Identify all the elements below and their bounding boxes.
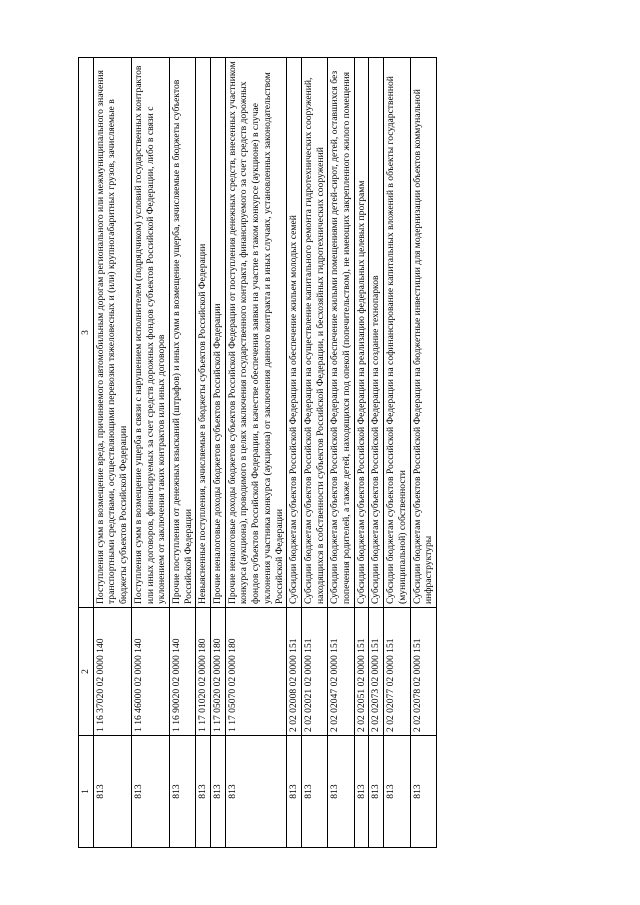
revenue-code-cell: 1 16 37020 02 0000 140 bbox=[93, 608, 131, 736]
admin-code-cell: 813 bbox=[196, 736, 211, 848]
revenue-code-cell: 2 02 02073 02 0000 151 bbox=[369, 608, 384, 736]
table-row bbox=[287, 58, 302, 848]
revenue-name-cell: Прочие неналоговые доходы бюджетов субъектов Российской Федерации bbox=[211, 58, 226, 608]
table-row bbox=[301, 58, 327, 848]
revenue-name-cell: Прочие неналоговые доходы бюджетов субъектов Российской Федерации от поступления денежных средств, внесенных участником конкурса (аукциона), проводимого в целях заключения государственного контракта, финансируемого за счет средств дорожных фондов субъектов Российской Федерации, в качестве обеспечения заявки на участие в таком конкурсе (аукционе) в случае уклонения участника конкурса (аукциона) от заключения данного контракта и в иных случаях, установленных законодательством Российской Федерации bbox=[225, 58, 287, 608]
admin-code-cell: 813 bbox=[287, 736, 302, 848]
revenue-codes-table bbox=[78, 57, 437, 848]
revenue-code-cell: 2 02 02008 02 0000 151 bbox=[287, 608, 302, 736]
admin-code-cell: 813 bbox=[131, 736, 169, 848]
table-row bbox=[169, 58, 195, 848]
admin-code-cell: 813 bbox=[384, 736, 410, 848]
rotated-page-content bbox=[78, 58, 580, 848]
revenue-name-cell: Субсидии бюджетам субъектов Российской Федерации на осуществление капитального ремонта гидротехнических сооружений, находящихся в собственности субъектов Российской Федерации, и бесхозяйных гидротехнических сооружений bbox=[301, 58, 327, 608]
admin-code-cell: 813 bbox=[211, 736, 226, 848]
revenue-name-cell: Субсидии бюджетам субъектов Российской Федерации на софинансирование капитальных вложений в объекты государственной (муниципальной) собственности bbox=[384, 58, 410, 608]
table-row bbox=[384, 58, 410, 848]
revenue-code-cell: 1 17 05020 02 0000 180 bbox=[211, 608, 226, 736]
revenue-name-cell: Прочие поступления от денежных взысканий (штрафов) и иных сумм в возмещение ущерба, зачисляемые в бюджеты субъектов Российской Федерации bbox=[169, 58, 195, 608]
admin-code-cell: 813 bbox=[328, 736, 354, 848]
table-row bbox=[211, 58, 226, 848]
revenue-name-cell: Субсидии бюджетам субъектов Российской Федерации на реализацию федеральных целевых программ bbox=[354, 58, 369, 608]
revenue-name-cell: Субсидии бюджетам субъектов Российской Федерации на обеспечение жилыми помещениями детей-сирот, детей, оставшихся без попечения родителей, а также детей, находящихся под опекой (попечительством), не имеющих закрепленного жилого помещения bbox=[328, 58, 354, 608]
revenue-name-cell: Субсидии бюджетам субъектов Российской Федерации на создание технопарков bbox=[369, 58, 384, 608]
column-number-header: 3 bbox=[79, 58, 94, 608]
admin-code-cell: 813 bbox=[369, 736, 384, 848]
table-row bbox=[196, 58, 211, 848]
revenue-code-cell: 1 17 01020 02 0000 180 bbox=[196, 608, 211, 736]
table-row bbox=[93, 58, 131, 848]
revenue-code-cell: 2 02 02047 02 0000 151 bbox=[328, 608, 354, 736]
table-row bbox=[369, 58, 384, 848]
admin-code-cell: 813 bbox=[169, 736, 195, 848]
revenue-name-cell: Поступления сумм в возмещение вреда, причиняемого автомобильным дорогам регионального или межмуниципального значения транспортными средствами, осуществляющими перевозки тяжеловесных и (или) крупногабаритных грузов, зачисляемые в бюджеты субъектов Российской Федерации bbox=[93, 58, 131, 608]
admin-code-cell: 813 bbox=[354, 736, 369, 848]
revenue-name-cell: Субсидии бюджетам субъектов Российской Федерации на бюджетные инвестиции для модернизации объектов коммунальной инфраструктуры bbox=[410, 58, 436, 608]
revenue-code-cell: 2 02 02021 02 0000 151 bbox=[301, 608, 327, 736]
admin-code-cell: 813 bbox=[225, 736, 287, 848]
revenue-code-cell: 1 16 90020 02 0000 140 bbox=[169, 608, 195, 736]
table-row bbox=[354, 58, 369, 848]
revenue-code-cell: 1 17 05070 02 0000 180 bbox=[225, 608, 287, 736]
table-row bbox=[328, 58, 354, 848]
table-row bbox=[225, 58, 287, 848]
table-body bbox=[93, 58, 436, 848]
table-row bbox=[131, 58, 169, 848]
table-row bbox=[410, 58, 436, 848]
revenue-name-cell: Невыясненные поступления, зачисляемые в бюджеты субъектов Российской Федерации bbox=[196, 58, 211, 608]
column-number-header: 2 bbox=[79, 608, 94, 736]
revenue-name-cell: Субсидии бюджетам субъектов Российской Федерации на обеспечение жильем молодых семей bbox=[287, 58, 302, 608]
admin-code-cell: 813 bbox=[93, 736, 131, 848]
revenue-code-cell: 1 16 46000 02 0000 140 bbox=[131, 608, 169, 736]
revenue-code-cell: 2 02 02078 02 0000 151 bbox=[410, 608, 436, 736]
revenue-code-cell: 2 02 02051 02 0000 151 bbox=[354, 608, 369, 736]
column-number-row bbox=[79, 58, 94, 848]
column-number-header: 1 bbox=[79, 736, 94, 848]
revenue-name-cell: Поступления сумм в возмещение ущерба в связи с нарушением исполнителем (подрядчиком) условий государственных контрактов или иных договоров, финансируемых за счет средств дорожных фондов субъектов Российской Федерации, либо в связи с уклонением от заключения таких контрактов или иных договоров bbox=[131, 58, 169, 608]
admin-code-cell: 813 bbox=[301, 736, 327, 848]
admin-code-cell: 813 bbox=[410, 736, 436, 848]
revenue-code-cell: 2 02 02077 02 0000 151 bbox=[384, 608, 410, 736]
